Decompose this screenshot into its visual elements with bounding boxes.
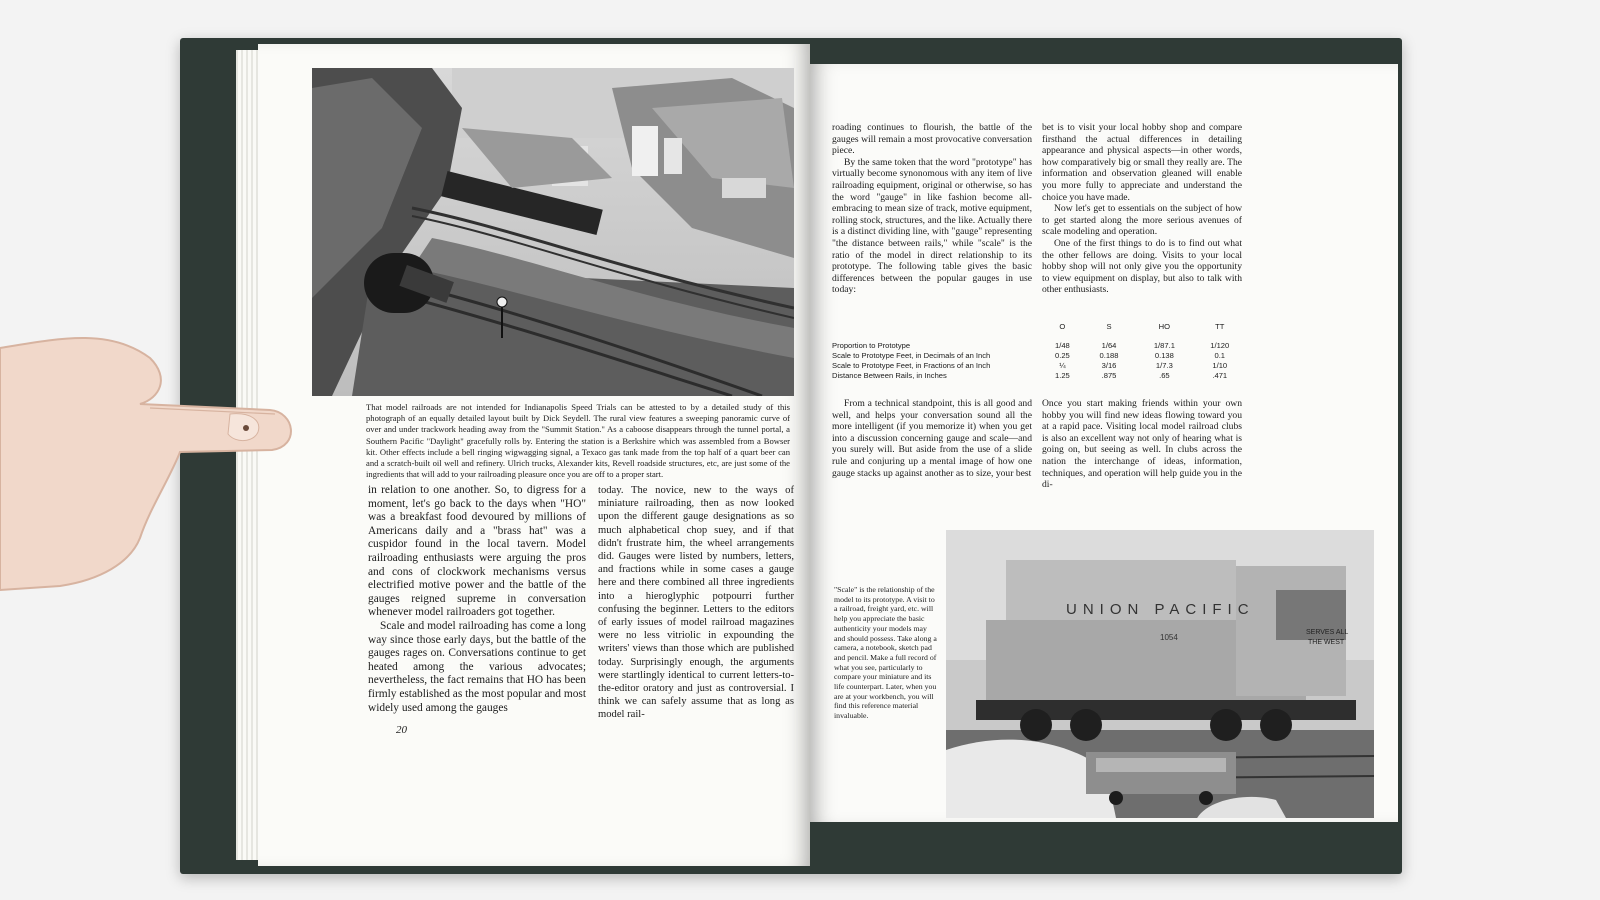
right-column-1 xyxy=(832,122,1032,296)
locomotive-number: 1054 xyxy=(1160,633,1178,642)
table-header-row xyxy=(832,322,1246,341)
table-cell: 0.138 xyxy=(1154,351,1174,361)
table-cell: 1/7.3 xyxy=(1155,360,1173,370)
left-column-2 xyxy=(598,484,794,722)
gauge-table xyxy=(832,322,1246,380)
table-row xyxy=(832,370,1246,380)
left-column-1 xyxy=(368,484,586,715)
table-cell: 0.188 xyxy=(1099,351,1119,361)
table-cell: .875 xyxy=(1101,370,1117,380)
row-label: Scale to Prototype Feet, in Fractions of an Inch xyxy=(832,360,991,370)
table-cell: .471 xyxy=(1212,370,1228,380)
right-column-3 xyxy=(832,398,1032,479)
locomotive-lettering: UNION PACIFIC xyxy=(1066,601,1255,618)
row-label: Distance Between Rails, in Inches xyxy=(832,370,947,380)
paragraph: today. The novice, new to the ways of miniature railroading, then as now looked upon the different gauge designations as so much alphabetical chop suey, and if that didn't frustrate him, the wheel arrangements did. Gauges were listed by numbers, letters, and fractions while in some cases a gauge here and there combined all three ingredients into a hieroglyphic potpourri further confusing the beginner. Letters to the editors of early issues of model railroad magazines were no less vitriolic in expounding the writers' views than those which are published today. Surprisingly enough, the arguments were startlingly identical to current letters-to-the-editor oratory and just as controversial. I think we can safely assume that as long as model rail- xyxy=(598,485,794,721)
locomotive-photo-caption: "Scale" is the relationship of the model to its prototype. A visit to a railroad, freight yard, etc. will help you appreciate the basic authenticity your models may and should possess. Take along a camera, a notebook, sketch pad and pencil. Make a full record of what you see, particularly to compare your miniature and its life counterpart. Later, when you are at your workbench, you will find this reference material invaluable. xyxy=(834,585,937,721)
left-page xyxy=(258,44,810,866)
locomotive-slogan-2: THE WEST xyxy=(1308,639,1345,646)
photo-caption: That model railroads are not intended for Indianapolis Speed Trials can be attested to by a detailed study of this photograph of an equally detailed layout built by Dick Seydell. The rural view features a sweeping panoramic curve of over and under trackwork heading away from the "Summit Station." As a caboose disappears through the tunnel portal, a Southern Pacific "Daylight" gracefully rolls by. Entering the station is a Berkshire which was assembled from a Bowser kit. Other effects include a bell ringing wigwagging signal, a Texaco gas tank made from the top half of a quart beer can and a scratch-built oil well and refinery. Ulrich trucks, Alexander kits, Revell roadside structures, etc, are just some of the ingredients that will add to your railroading pleasure once you are off to a proper start. xyxy=(366,402,790,480)
row-label: Proportion to Prototype xyxy=(832,341,911,351)
table-cell: 3/16 xyxy=(1101,360,1117,370)
holding-hand xyxy=(0,318,300,608)
column-header: HO xyxy=(1158,322,1171,331)
union-pacific-locomotive-photo xyxy=(946,530,1374,818)
table-cell: 1/48 xyxy=(1055,341,1070,351)
row-label: Scale to Prototype Feet, in Decimals of an Inch xyxy=(832,351,991,361)
table-cell: 1/64 xyxy=(1101,341,1117,351)
right-page xyxy=(810,64,1398,822)
paragraph: One of the first things to do is to find out what the other fellows are doing. Visits to your local hobby shop will not only give you the opportunity to view equipment on display, but also to talk with other enthusiasts. xyxy=(1042,237,1242,296)
table-corner xyxy=(832,322,1042,341)
paragraph: By the same token that the word "prototype" has virtually become synonomous with any item of live railroading equipment, original or otherwise, so has the word "gauge" in like fashion become all-embracing to mean size of track, motive equipment, rolling stock, structures, and the like. Actually there is a distinct dividing line, with "gauge" representing "the distance between rails," while "scale" is the ratio of the model in direct relationship to its prototype. The following table gives the basic differences between the popular gauges in use today: xyxy=(832,156,1032,296)
table-cell: ¼ xyxy=(1059,360,1066,370)
paragraph: Now let's get to essentials on the subject of how to get started along the more serious avenues of scale modeling and operation. xyxy=(1042,203,1242,238)
table-cell: .65 xyxy=(1159,370,1170,380)
table-cell: 1/10 xyxy=(1212,360,1228,370)
paragraph: roading continues to flourish, the battle of the gauges will remain a most provocative conversation piece. xyxy=(832,122,1032,157)
column-header: O xyxy=(1059,322,1066,331)
paragraph: From a technical standpoint, this is all good and well, and helps your conversation sound all the more intelligent (if you memorize it) when you get into a discussion concerning gauge and scale—and you surely will. But aside from the use of a slide rule and conjuring up a mental image of how one gauge stacks up against another as to size, your best xyxy=(832,398,1032,479)
column-header: S xyxy=(1106,322,1112,331)
table-row xyxy=(832,341,1246,351)
right-column-4 xyxy=(1042,398,1242,491)
table-cell: 1.25 xyxy=(1055,370,1070,380)
page-number: 20 xyxy=(396,724,407,736)
locomotive-slogan-1: SERVES ALL xyxy=(1306,629,1349,636)
right-column-2 xyxy=(1042,122,1242,296)
paragraph: in relation to one another. So, to digress for a moment, let's go back to the days when "HO" was a breakfast food devoured by millions of Americans daily and a "brass hat" was a cuspidor found in the local tavern. Model railroading enthusiasts were arguing the pros and cons of clockwork mechanisms versus electrified motive power and the battle of the gauges reigned supreme in conversation whenever model railroaders got together. xyxy=(368,484,586,619)
table-cell: 0.25 xyxy=(1055,351,1070,361)
paragraph: bet is to visit your local hobby shop and compare firsthand the actual differences in detailing appearance and physical aspects—in other words, how comparatively big or small they really are. The information and observation gleaned will enable you more fully to appreciate and understand the choice you have made. xyxy=(1042,122,1242,203)
column-header: TT xyxy=(1215,322,1225,331)
paragraph: Once you start making friends within your own hobby you will find new ideas flowing toward you at a rapid pace. Visiting local model railroad clubs is also an excellent way not only of hearing what is going on, but seeing as well. In clubs across the nation the interchange of ideas, information, techniques, and operation will help guide you in the di- xyxy=(1042,398,1242,491)
model-railroad-layout-photo xyxy=(312,68,794,396)
table-row xyxy=(832,351,1246,361)
table-row xyxy=(832,361,1246,371)
paragraph: Scale and model railroading has come a long way since those early days, but the battle of the gauges rages on. Conversations continue to get heated among the various advocates; nevertheless, the fact remains that HO has been firmly established as the most popular and most widely used among the gauges xyxy=(368,619,586,714)
table-cell: 1/120 xyxy=(1210,341,1230,351)
table-cell: 0.1 xyxy=(1214,351,1226,361)
table-cell: 1/87.1 xyxy=(1153,341,1175,351)
